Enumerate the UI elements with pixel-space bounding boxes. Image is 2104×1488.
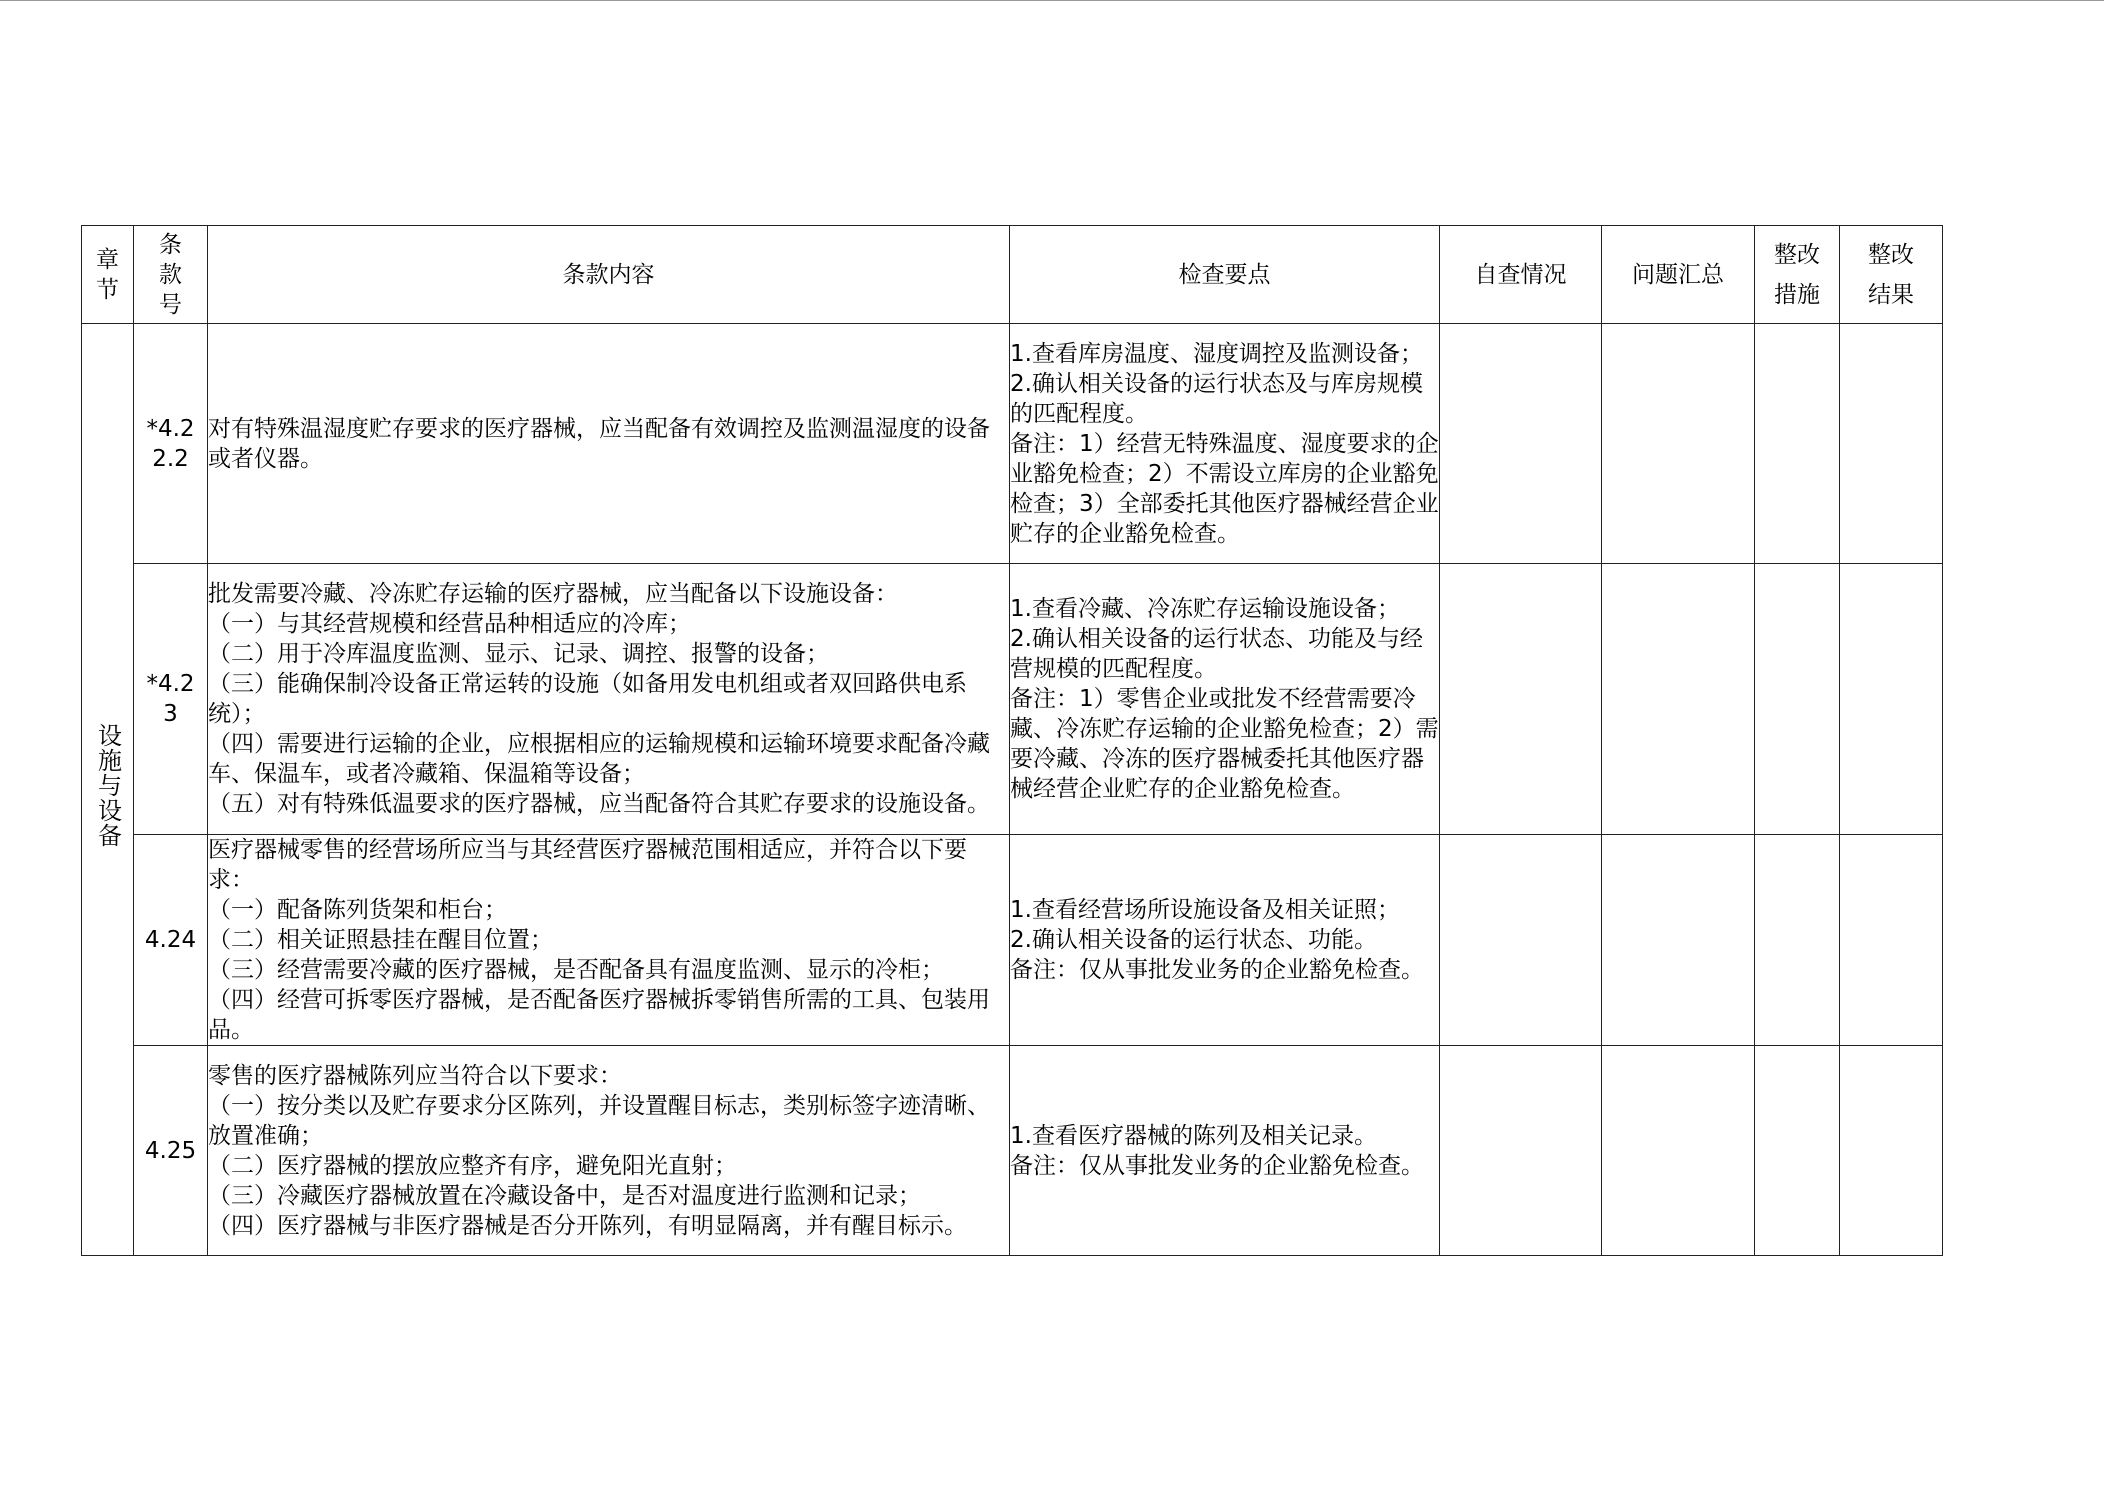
self-check-cell[interactable] [1440,324,1602,564]
issue-summary-cell[interactable] [1602,835,1755,1046]
check-points-text: 1.查看库房温度、湿度调控及监测设备； 2.确认相关设备的运行状态及与库房规模的匹配程度。 备注：1）经营无特殊温度、湿度要求的企业豁免检查；2）不需设立库房的企业豁免检查；3）全部委托其他医疗器械经营企业贮存的企业豁免检查。 [1010,340,1439,547]
table-row [82,564,1943,835]
issue-summary-cell[interactable] [1602,1046,1755,1256]
self-check-cell[interactable] [1440,835,1602,1046]
header-check-points: 检查要点 [1010,226,1440,324]
rectification-result-cell[interactable] [1840,1046,1943,1256]
rectification-result-cell[interactable] [1840,564,1943,835]
table-row [82,835,1943,1046]
check-points [1010,324,1440,564]
self-check-cell[interactable] [1440,564,1602,835]
header-rectification-measures [1755,226,1840,324]
clause-number-text: *4.2 2.2 [146,415,195,472]
check-points [1010,1046,1440,1256]
clause-number-text: 4.24 [144,927,197,953]
rectification-measures-cell[interactable] [1755,835,1840,1046]
header-issue-summary: 问题汇总 [1602,226,1755,324]
clause-content [208,835,1010,1046]
issue-summary-cell[interactable] [1602,564,1755,835]
self-check-cell[interactable] [1440,1046,1602,1256]
clause-number [134,564,208,835]
check-points-text: 1.查看医疗器械的陈列及相关记录。 备注：仅从事批发业务的企业豁免检查。 [1010,1122,1424,1179]
clause-content-text: 对有特殊温湿度贮存要求的医疗器械，应当配备有效调控及监测温湿度的设备或者仪器。 [208,415,990,472]
header-clause-no-label: 条 款 号 [159,231,182,318]
header-chapter [82,226,134,324]
clause-number [134,324,208,564]
header-rectification-result [1840,226,1943,324]
rectification-result-cell[interactable] [1840,835,1943,1046]
chapter-label: 设施与设备 [93,723,122,848]
header-rectification-measures-label: 整改 措施 [1774,241,1820,308]
header-clause-no [134,226,208,324]
clause-content [208,564,1010,835]
rectification-measures-cell[interactable] [1755,1046,1840,1256]
clause-content [208,324,1010,564]
clause-number [134,1046,208,1256]
clause-content-text: 医疗器械零售的经营场所应当与其经营医疗器械范围相适应，并符合以下要求： （一）配备陈列货架和柜台； （二）相关证照悬挂在醒目位置； （三）经营需要冷藏的医疗器械，是否配备具有温度监测、显示的冷柜； （四）经营可拆零医疗器械，是否配备医疗器械拆零销售所需的工具、包装用品。 [208,837,990,1043]
clause-content-text: 批发需要冷藏、冷冻贮存运输的医疗器械，应当配备以下设施设备： （一）与其经营规模和经营品种相适应的冷库； （二）用于冷库温度监测、显示、记录、调控、报警的设备； （三）能确保制冷设备正常运转的设施（如备用发电机组或者双回路供电系统）； （四）需要进行运输的企业，应根据相应的运输规模和运输环境要求配备冷藏车、保温车，或者冷藏箱、保温箱等设备； （五）对有特殊低温要求的医疗器械，应当配备符合其贮存要求的设施设备。 [208,581,990,817]
header-self-check: 自查情况 [1440,226,1602,324]
table-row [82,1046,1943,1256]
clause-number-text: *4.2 3 [146,671,195,727]
clause-number [134,835,208,1046]
page-top-rule [0,0,2104,1]
table-row [82,324,1943,564]
check-points-text: 1.查看经营场所设施设备及相关证照； 2.确认相关设备的运行状态、功能。 备注：仅从事批发业务的企业豁免检查。 [1010,897,1424,983]
clause-number-text: 4.25 [144,1137,197,1164]
check-points-text: 1.查看冷藏、冷冻贮存运输设施设备； 2.确认相关设备的运行状态、功能及与经营规模的匹配程度。 备注：1）零售企业或批发不经营需要冷藏、冷冻贮存运输的企业豁免检查；2）需要冷藏、冷冻的医疗器械委托其他医疗器械经营企业贮存的企业豁免检查。 [1010,596,1439,802]
issue-summary-cell[interactable] [1602,324,1755,564]
rectification-measures-cell[interactable] [1755,324,1840,564]
header-rectification-result-label: 整改 结果 [1868,241,1914,308]
header-chapter-label: 章 节 [96,246,119,303]
check-points [1010,835,1440,1046]
clause-content [208,1046,1010,1256]
clause-content-text: 零售的医疗器械陈列应当符合以下要求： （一）按分类以及贮存要求分区陈列，并设置醒目标志，类别标签字迹清晰、放置准确； （二）医疗器械的摆放应整齐有序，避免阳光直射； （三）冷藏医疗器械放置在冷藏设备中，是否对温度进行监测和记录； （四）医疗器械与非医疗器械是否分开陈列，有明显隔离，并有醒目标示。 [208,1062,990,1239]
rectification-result-cell[interactable] [1840,324,1943,564]
check-points [1010,564,1440,835]
header-clause-content: 条款内容 [208,226,1010,324]
table-header-row [82,226,1943,324]
chapter-cell [82,324,134,1256]
inspection-checklist-table [81,225,1943,1256]
rectification-measures-cell[interactable] [1755,564,1840,835]
